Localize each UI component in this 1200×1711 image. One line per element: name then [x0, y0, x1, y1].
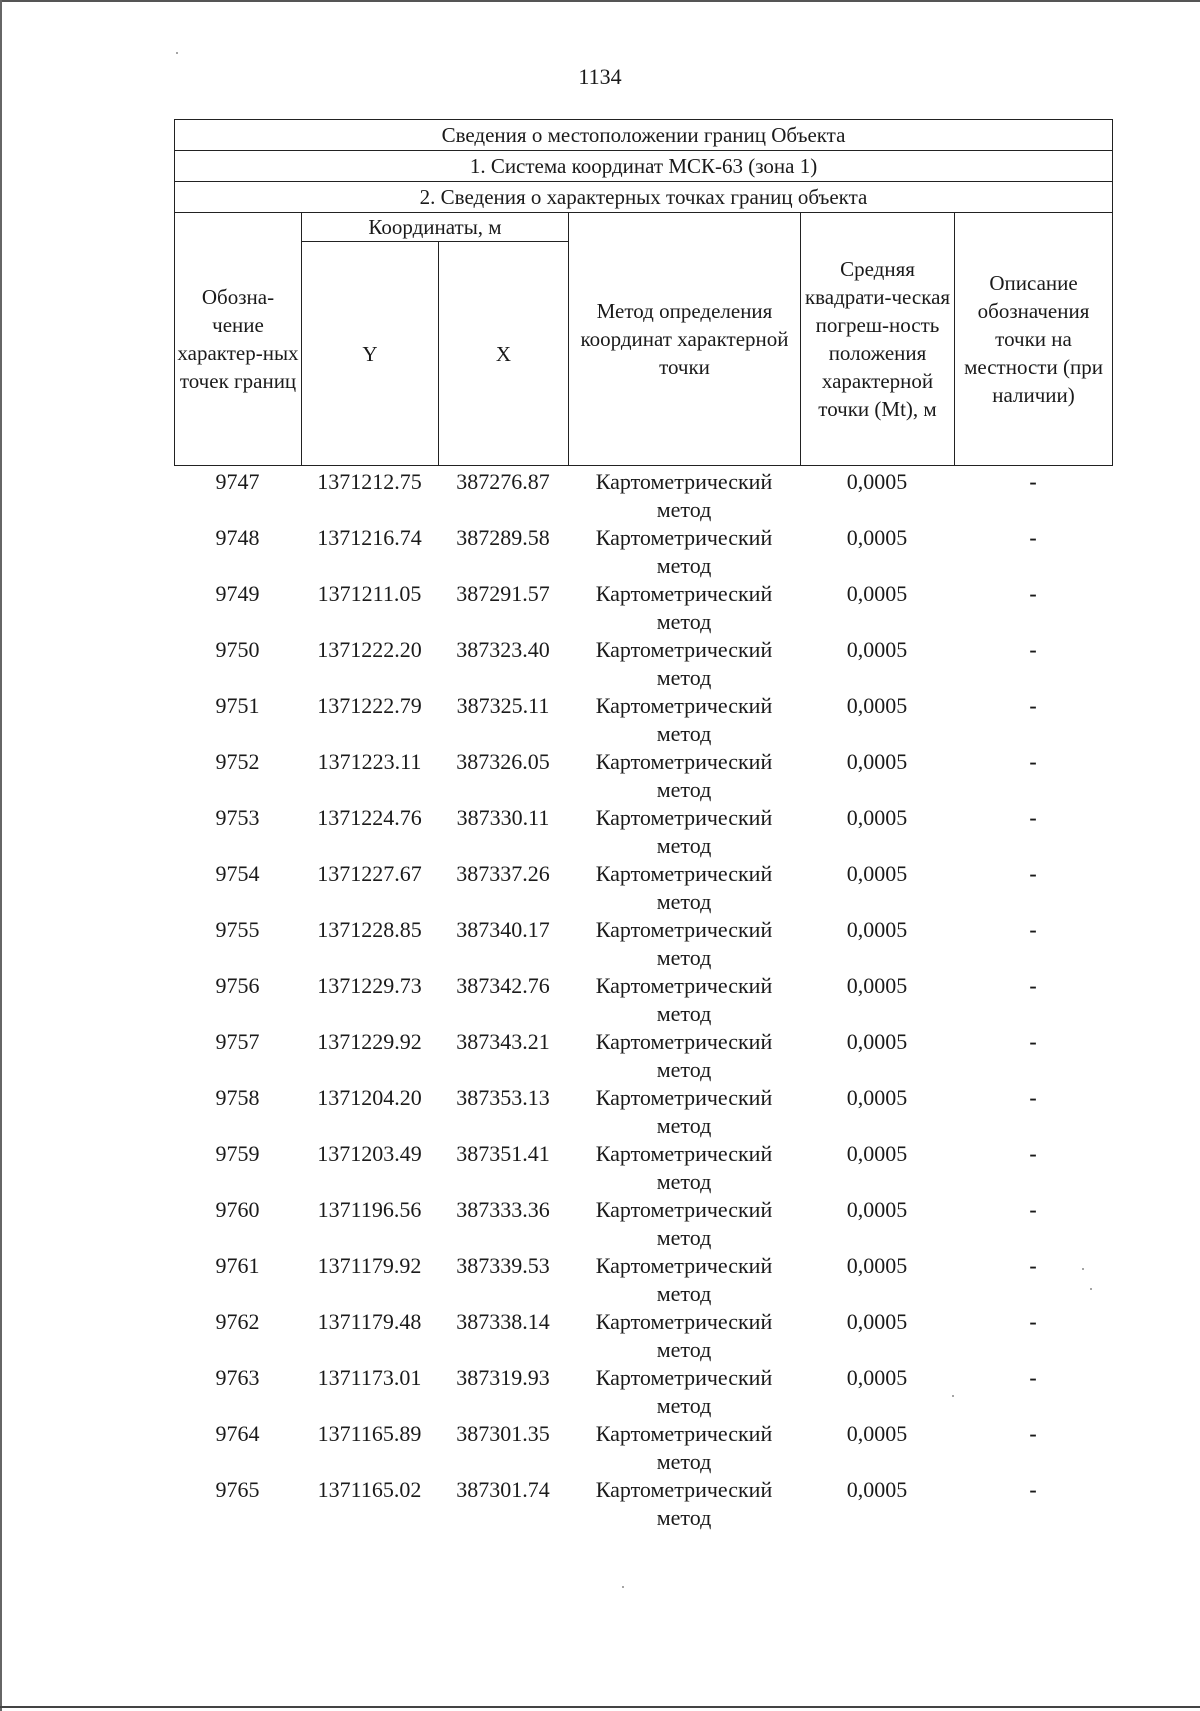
method: Картометрический метод: [595, 1197, 773, 1250]
coord-y: 1371179.92: [317, 1253, 422, 1278]
error-value: 0,0005: [846, 1141, 908, 1166]
coord-y: 1371223.11: [317, 749, 422, 774]
coord-y: 1371204.20: [317, 1085, 422, 1110]
scan-edge-left: [0, 0, 2, 1711]
coord-y: 1371222.20: [317, 637, 422, 662]
description: -: [1029, 1477, 1037, 1502]
method: Картометрический метод: [595, 1029, 773, 1082]
description: -: [1029, 1141, 1037, 1166]
point-id: 9748: [215, 525, 260, 550]
point-id: 9759: [215, 1141, 260, 1166]
method: Картометрический метод: [595, 637, 773, 690]
coord-y: 1371203.49: [317, 1141, 422, 1166]
coord-x: 387330.11: [456, 805, 550, 830]
error-value: 0,0005: [846, 1253, 908, 1278]
table-row: [174, 972, 1112, 1028]
coord-x: 387337.26: [456, 861, 550, 886]
coord-x: 387323.40: [456, 637, 550, 662]
description: -: [1029, 1421, 1037, 1446]
error-value: 0,0005: [846, 1421, 908, 1446]
point-id: 9761: [215, 1253, 260, 1278]
coord-x: 387338.14: [456, 1309, 550, 1334]
error-value: 0,0005: [846, 749, 908, 774]
error-value: 0,0005: [846, 469, 908, 494]
point-id: 9747: [215, 469, 260, 494]
point-id: 9762: [215, 1309, 260, 1334]
table-row: [174, 580, 1112, 636]
coord-y: 1371212.75: [317, 469, 422, 494]
point-id: 9753: [215, 805, 260, 830]
coord-y: 1371165.89: [317, 1421, 422, 1446]
method: Картометрический метод: [595, 1421, 773, 1474]
description: -: [1029, 693, 1037, 718]
table-row: [174, 1196, 1112, 1252]
document-title: Сведения о местоположении границ Объекта: [175, 120, 1113, 151]
table-row: [174, 636, 1112, 692]
coord-y: 1371173.01: [317, 1365, 422, 1390]
coord-x: 387340.17: [456, 917, 550, 942]
scan-speck: [622, 1586, 624, 1588]
table-row: [174, 1420, 1112, 1476]
section-title: 2. Сведения о характерных точках границ объекта: [175, 182, 1113, 213]
description: -: [1029, 861, 1037, 886]
coord-x: 387353.13: [456, 1085, 550, 1110]
coord-y: 1371165.02: [317, 1477, 422, 1502]
coord-x: 387343.21: [456, 1029, 550, 1054]
error-value: 0,0005: [846, 805, 908, 830]
method: Картометрический метод: [595, 525, 773, 578]
description: -: [1029, 637, 1037, 662]
point-id: 9763: [215, 1365, 260, 1390]
coord-y: 1371222.79: [317, 693, 422, 718]
error-value: 0,0005: [846, 917, 908, 942]
point-id: 9755: [215, 917, 260, 942]
description: -: [1029, 1253, 1037, 1278]
table-row: [174, 692, 1112, 748]
error-value: 0,0005: [846, 581, 908, 606]
error-value: 0,0005: [846, 973, 908, 998]
page-number: 1134: [578, 64, 622, 89]
col-header-y: Y: [302, 242, 439, 466]
method: Картометрический метод: [595, 973, 773, 1026]
scan-speck: [176, 52, 178, 54]
scan-speck: [1090, 1288, 1092, 1290]
table-row: [174, 1028, 1112, 1084]
point-id: 9751: [215, 693, 260, 718]
point-id: 9757: [215, 1029, 260, 1054]
point-id: 9749: [215, 581, 260, 606]
point-id: 9760: [215, 1197, 260, 1222]
coord-x: 387351.41: [456, 1141, 550, 1166]
coord-x: 387289.58: [456, 525, 550, 550]
point-id: 9750: [215, 637, 260, 662]
coord-x: 387325.11: [456, 693, 550, 718]
scan-speck: [952, 1395, 954, 1397]
col-header-error: Средняя квадрати-ческая погреш-ность положения характерной точки (Mt), м: [801, 213, 955, 466]
coord-x: 387319.93: [456, 1365, 550, 1390]
coord-y: 1371211.05: [317, 581, 422, 606]
error-value: 0,0005: [846, 1309, 908, 1334]
method: Картометрический метод: [595, 1365, 773, 1418]
description: -: [1029, 1029, 1037, 1054]
point-id: 9752: [215, 749, 260, 774]
point-id: 9764: [215, 1421, 260, 1446]
point-id: 9765: [215, 1477, 260, 1502]
table-row: [174, 804, 1112, 860]
method: Картометрический метод: [595, 749, 773, 802]
coord-x: 387333.36: [456, 1197, 550, 1222]
coord-y: 1371227.67: [317, 861, 422, 886]
coord-y: 1371196.56: [317, 1197, 422, 1222]
description: -: [1029, 469, 1037, 494]
table-row: [174, 916, 1112, 972]
method: Картометрический метод: [595, 693, 773, 746]
col-header-coordinates: Координаты, м: [302, 213, 569, 242]
error-value: 0,0005: [846, 1197, 908, 1222]
coord-y: 1371229.73: [317, 973, 422, 998]
col-header-method: Метод определения координат характерной точки: [569, 213, 801, 466]
error-value: 0,0005: [846, 1477, 908, 1502]
col-header-description: Описание обозначения точки на местности (при наличии): [955, 213, 1113, 466]
method: Картометрический метод: [595, 1253, 773, 1306]
coord-y: 1371224.76: [317, 805, 422, 830]
coord-x: 387276.87: [456, 469, 550, 494]
method: Картометрический метод: [595, 1141, 773, 1194]
scan-edge-bottom: [0, 1706, 1200, 1708]
table-row: [174, 748, 1112, 804]
coord-x: 387301.35: [456, 1421, 550, 1446]
col-header-designation: Обозна-чение характер-ных точек границ: [175, 213, 302, 466]
table-row: [174, 860, 1112, 916]
description: -: [1029, 749, 1037, 774]
method: Картометрический метод: [595, 917, 773, 970]
method: Картометрический метод: [595, 1477, 773, 1530]
error-value: 0,0005: [846, 693, 908, 718]
method: Картометрический метод: [595, 805, 773, 858]
method: Картометрический метод: [595, 469, 773, 522]
point-id: 9756: [215, 973, 260, 998]
method: Картометрический метод: [595, 861, 773, 914]
error-value: 0,0005: [846, 1029, 908, 1054]
description: -: [1029, 1197, 1037, 1222]
table-row: [174, 1364, 1112, 1420]
col-header-x: X: [439, 242, 569, 466]
description: -: [1029, 973, 1037, 998]
error-value: 0,0005: [846, 861, 908, 886]
coord-x: 387339.53: [456, 1253, 550, 1278]
boundary-info-header: [174, 119, 1113, 466]
table-row: [174, 1140, 1112, 1196]
description: -: [1029, 525, 1037, 550]
error-value: 0,0005: [846, 1365, 908, 1390]
coordinate-system: 1. Система координат МСК-63 (зона 1): [175, 151, 1113, 182]
coord-x: 387326.05: [456, 749, 550, 774]
error-value: 0,0005: [846, 637, 908, 662]
point-id: 9758: [215, 1085, 260, 1110]
scan-speck: [1082, 1268, 1084, 1270]
description: -: [1029, 917, 1037, 942]
description: -: [1029, 805, 1037, 830]
table-row: [174, 1476, 1112, 1532]
table-row: [174, 524, 1112, 580]
table-row: [174, 1308, 1112, 1364]
coord-x: 387291.57: [456, 581, 550, 606]
coord-y: 1371229.92: [317, 1029, 422, 1054]
method: Картометрический метод: [595, 1309, 773, 1362]
table-row: [174, 1084, 1112, 1140]
error-value: 0,0005: [846, 525, 908, 550]
coord-y: 1371179.48: [317, 1309, 422, 1334]
coord-x: 387342.76: [456, 973, 550, 998]
description: -: [1029, 1085, 1037, 1110]
scan-edge-top: [0, 0, 1200, 2]
coord-y: 1371216.74: [317, 525, 422, 550]
method: Картометрический метод: [595, 1085, 773, 1138]
coord-x: 387301.74: [456, 1477, 550, 1502]
coord-y: 1371228.85: [317, 917, 422, 942]
table-row: [174, 468, 1112, 524]
description: -: [1029, 1309, 1037, 1334]
points-table: [174, 468, 1112, 1532]
table-row: [174, 1252, 1112, 1308]
error-value: 0,0005: [846, 1085, 908, 1110]
description: -: [1029, 1365, 1037, 1390]
point-id: 9754: [215, 861, 260, 886]
description: -: [1029, 581, 1037, 606]
method: Картометрический метод: [595, 581, 773, 634]
